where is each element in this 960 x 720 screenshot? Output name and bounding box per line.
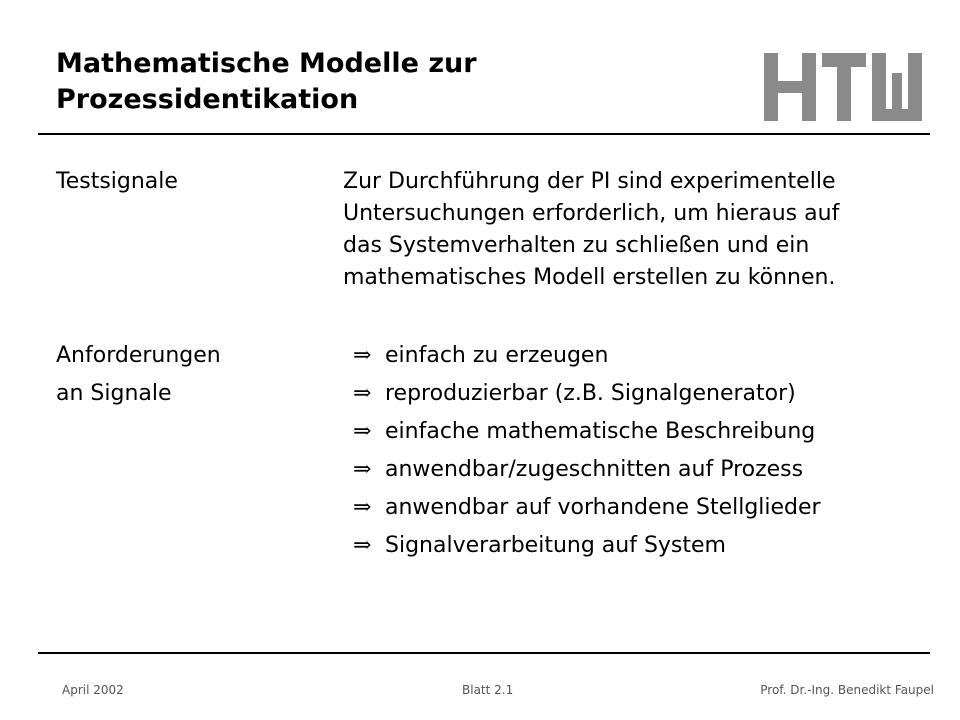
list-item: [353, 416, 933, 454]
description-line: Untersuchungen erforderlich, um hieraus auf: [343, 201, 840, 226]
description-line: Zur Durchführung der PI sind experimentelle: [343, 169, 836, 194]
implies-arrow-icon: ⇒: [353, 343, 372, 368]
requirement-text: anwendbar/zugeschnitten auf Prozess: [385, 457, 804, 482]
testsignale-label: Testsignale: [56, 169, 178, 194]
anforderungen-label-line-1: Anforderungen: [56, 343, 221, 368]
anforderungen-label-line-2: an Signale: [56, 381, 172, 406]
implies-arrow-icon: ⇒: [353, 381, 372, 406]
requirement-text: einfach zu erzeugen: [385, 343, 609, 368]
implies-arrow-icon: ⇒: [353, 457, 372, 482]
requirement-text: anwendbar auf vorhandene Stellglieder: [385, 495, 821, 520]
list-item: [353, 492, 933, 530]
implies-arrow-icon: ⇒: [353, 419, 372, 444]
description-line: das Systemverhalten zu schließen und ein: [343, 233, 810, 258]
requirement-text: Signalverarbeitung auf System: [385, 533, 726, 558]
requirements-list: [353, 340, 933, 568]
implies-arrow-icon: ⇒: [353, 533, 372, 558]
header-divider: [38, 133, 930, 135]
htw-logo: [762, 51, 924, 123]
title-line-2: Prozessidentikation: [56, 84, 359, 115]
list-item: [353, 378, 933, 416]
title-line-1: Mathematische Modelle zur: [56, 48, 477, 79]
footer-date: April 2002: [62, 683, 124, 697]
description-line: mathematisches Modell erstellen zu können.: [343, 265, 836, 290]
list-item: [353, 454, 933, 492]
list-item: [353, 340, 933, 378]
requirement-text: reproduzierbar (z.B. Signalgenerator): [385, 381, 796, 406]
list-item: [353, 530, 933, 568]
footer-page-number: Blatt 2.1: [462, 683, 514, 697]
implies-arrow-icon: ⇒: [353, 495, 372, 520]
htw-logo-mark: [764, 53, 922, 121]
requirement-text: einfache mathematische Beschreibung: [385, 419, 816, 444]
testsignale-description: [343, 166, 923, 294]
slide-title: [56, 46, 716, 118]
footer-divider: [38, 652, 930, 654]
footer-author: Prof. Dr.-Ing. Benedikt Faupel: [760, 683, 934, 697]
